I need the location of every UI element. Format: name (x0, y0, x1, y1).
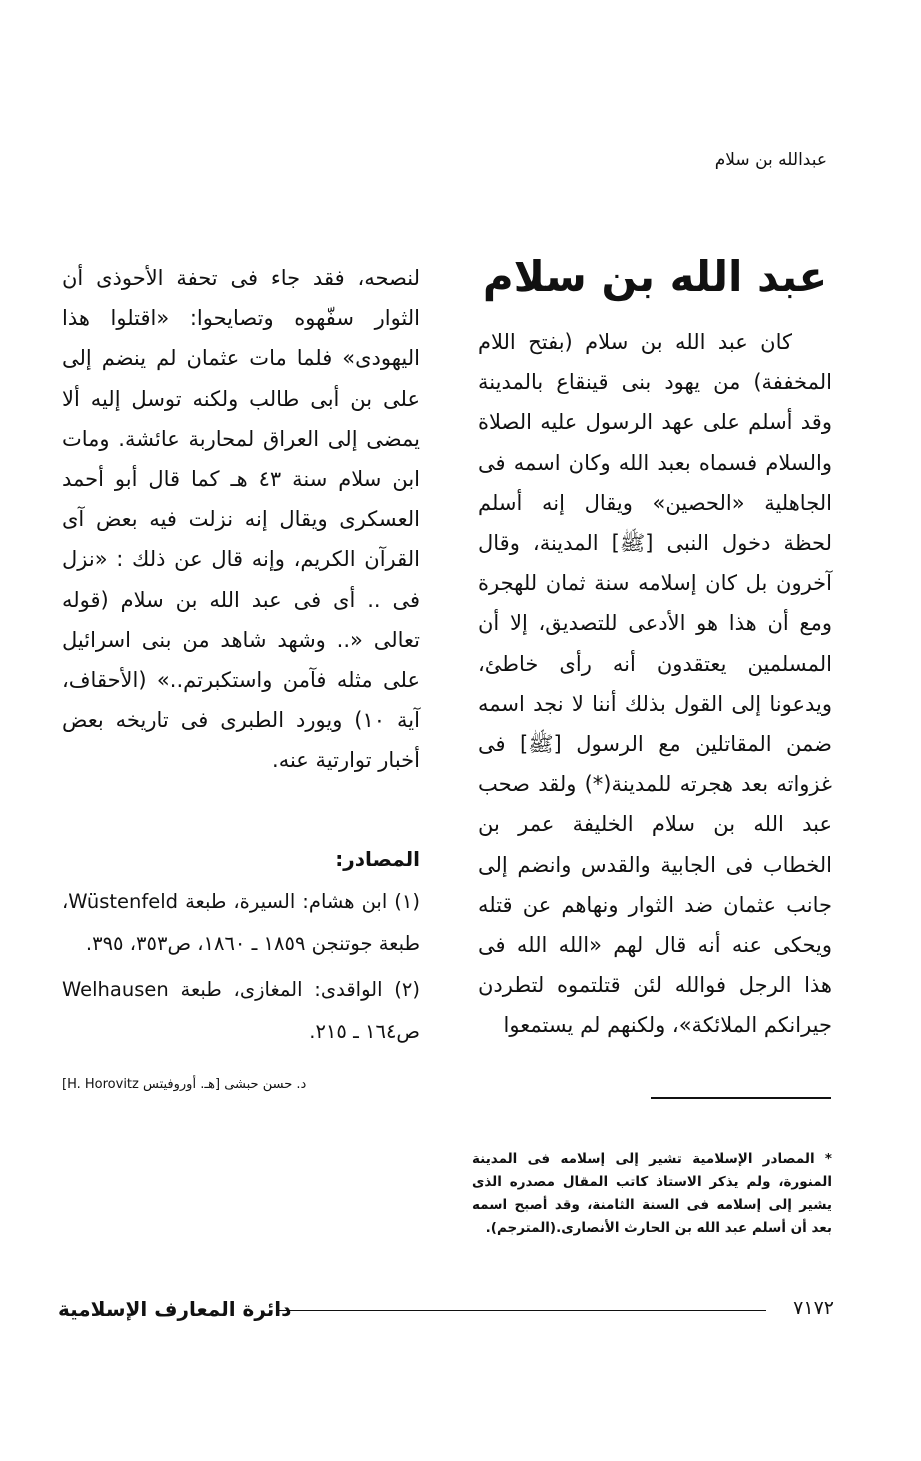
right-column-text: كان عبد الله بن سلام (بفتح اللام المخففة) من يهود بنى قينقاع بالمدينة وقد أسلم على عهد الرسول عليه الصلاة والسلام فسماه بعبد الله وكان اسمه فى الجاهلية «الحصين» ويقال إنه أسلم لحظة دخول النبى [ﷺ] المدينة، وقال آخرون بل كان إسلامه سنة ثمان للهجرة ومع أن هذا هو الأدعى للتصديق، إلا أن المسلمين يعتقدون أنه رأى خاطئ، ويدعونا إلى القول بذلك أننا لا نجد اسمه ضمن المقاتلين مع الرسول [ﷺ] فى غزواته بعد هجرته للمدينة(*) ولقد صحب عبد الله بن سلام الخليفة عمر بن الخطاب فى الجابية والقدس وانضم إلى جانب عثمان ضد الثوار ونهاهم عن قتله ويحكى عنه أنه قال لهم «الله الله فى هذا الرجل فوالله لئن قتلتموه لتطردن جيرانكم الملائكة»، ولكنهم لم يستمعوا (478, 330, 832, 1038)
footer-rule (276, 1310, 766, 1311)
left-column (62, 258, 420, 1095)
footnote-divider (651, 1097, 831, 1099)
left-column-text: لنصحه، فقد جاء فى تحفة الأحوذى أن الثوار سفّهوه وتصايحوا: «اقتلوا هذا اليهودى» فلما مات عثمان لم ينضم إلى على بن أبى طالب ولكنه توسل إليه ألا يمضى إلى العراق لمحاربة عائشة. ومات ابن سلام سنة ٤٣ هـ كما قال أبو أحمد العسكرى ويقال إنه نزلت فيه بعض آى القرآن الكريم، وإنه قال عن ذلك : «نزل فى .. أى فى عبد الله بن سلام (قوله تعالى «.. وشهد شاهد من بنى اسرائيل على مثله فآمن واستكبرتم..» (الأحقاف، آية ١٠) ويورد الطبرى فى تاريخه بعض أخبار توارتية عنه. (62, 266, 420, 773)
page-number: ٧١٧٢ (793, 1297, 834, 1319)
article-title: عبد الله بن سلام (482, 252, 828, 301)
author-credit: د. حسن حبشى [هـ. أوروفيتس H. Horovitz] (62, 1076, 307, 1092)
footnote: * المصادر الإسلامية تشير إلى إسلامه فى المدينة المنورة، ولم يذكر الاستاذ كاتب المقال مصدره الذى يشير إلى إسلامه فى السنة الثامنة، وقد أصبح اسمه بعد أن أسلم عبد الله بن الحارث الأنصارى.(المترجم). (472, 1151, 832, 1236)
page-footer (58, 1297, 834, 1323)
right-column (478, 248, 832, 1046)
running-header: عبدالله بن سلام (714, 150, 827, 170)
journal-name: دائرة المعارف الإسلامية (58, 1297, 292, 1321)
source-entry: (١) ابن هشام: السيرة، طبعة Wüstenfeld، طبعة جوتنجن ١٨٥٩ ـ ١٨٦٠، ص٣٥٣، ٣٩٥. (62, 889, 420, 955)
sources-title: المصادر: (335, 846, 420, 871)
source-entry: (٢) الواقدى: المغازى، طبعة Welhausen ص١٦٤ ـ ٢١٥. (62, 977, 420, 1043)
